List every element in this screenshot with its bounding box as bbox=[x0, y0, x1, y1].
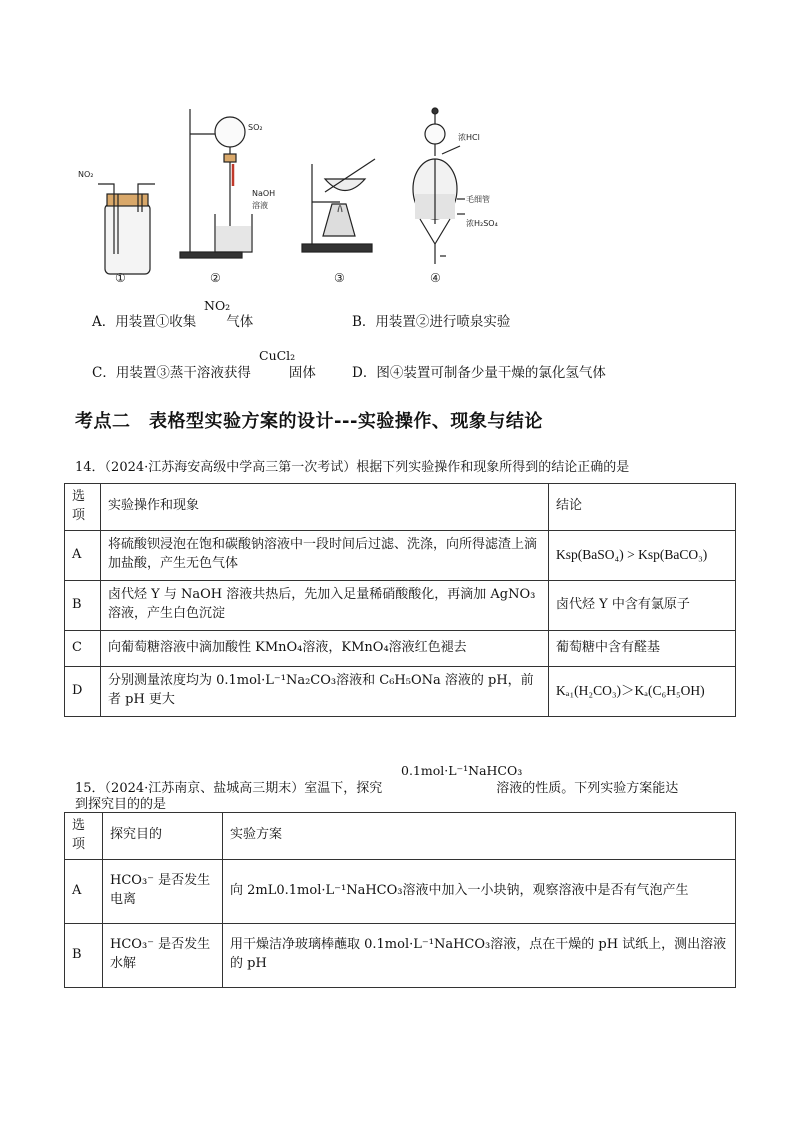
header-option: 选项 bbox=[65, 813, 103, 860]
q15-table bbox=[64, 812, 736, 988]
apparatus-4 bbox=[413, 108, 465, 264]
apparatus-diagram bbox=[70, 104, 590, 286]
row-option: B bbox=[65, 923, 103, 987]
section-title: 考点二 表格型实验方案的设计---实验操作、现象与结论 bbox=[75, 411, 543, 432]
q13-option-a-chem: NO₂ bbox=[204, 298, 231, 313]
q14-stem: 14．（2024·江苏海安高级中学高三第一次考试）根据下列实验操作和现象所得到的结论正确的是 bbox=[75, 460, 630, 475]
row-operation: 卤代烃 Y 与 NaOH 溶液共热后，先加入足量稀硝酸酸化，再滴加 AgNO₃溶液，产生白色沉淀 bbox=[101, 580, 549, 630]
q13-option-d: D．图④装置可制备少量干燥的氯化氢气体 bbox=[352, 365, 606, 381]
row-operation: 向葡萄糖溶液中滴加酸性 KMnO₄溶液，KMnO₄溶液红色褪去 bbox=[101, 630, 549, 666]
row-goal: HCO₃⁻ 是否发生水解 bbox=[103, 923, 223, 987]
row-conclusion: Kₐ₁(H₂CO₃)＞Kₐ(C₆H₅OH) bbox=[549, 666, 736, 716]
row-conclusion: 葡萄糖中含有醛基 bbox=[549, 630, 736, 666]
caption-3: ③ bbox=[334, 271, 345, 285]
q15-stem-suffix: 溶液的性质。下列实验方案能达 bbox=[496, 781, 679, 796]
label-conc-hcl: 浓HCl bbox=[458, 133, 480, 142]
header-option: 选项 bbox=[65, 484, 101, 531]
header-operation: 实验操作和现象 bbox=[101, 484, 549, 531]
label-capillary: 毛细管 bbox=[466, 195, 490, 204]
q13-option-c bbox=[92, 361, 316, 381]
q13-option-b: B．用装置②进行喷泉实验 bbox=[352, 314, 511, 330]
apparatus-3 bbox=[302, 159, 375, 252]
label-naoh: NaOH bbox=[252, 189, 276, 198]
header-plan: 实验方案 bbox=[223, 813, 736, 860]
q13-option-c-chem: CuCl₂ bbox=[259, 348, 296, 363]
row-operation: 将硫酸钡浸泡在饱和碳酸钠溶液中一段时间后过滤、洗涤，向所得滤渣上滴加盐酸，产生无色气体 bbox=[101, 530, 549, 580]
row-operation: 分别测量浓度均为 0.1mol·L⁻¹Na₂CO₃溶液和 C₆H₅ONa 溶液的 pH，前者 pH 更大 bbox=[101, 666, 549, 716]
q15-stem-chem: 0.1mol·L⁻¹NaHCO₃ bbox=[401, 763, 523, 778]
header-conclusion: 结论 bbox=[549, 484, 736, 531]
row-plan: 向 2mL0.1mol·L⁻¹NaHCO₃溶液中加入一小块钠，观察溶液中是否有气泡产生 bbox=[223, 859, 736, 923]
row-goal: HCO₃⁻ 是否发生电离 bbox=[103, 859, 223, 923]
row-option: A bbox=[65, 530, 101, 580]
table-row bbox=[65, 666, 736, 716]
header-goal: 探究目的 bbox=[103, 813, 223, 860]
row-conclusion: 卤代烃 Y 中含有氯原子 bbox=[549, 580, 736, 630]
caption-2: ② bbox=[210, 271, 221, 285]
table-row bbox=[65, 580, 736, 630]
row-option: B bbox=[65, 580, 101, 630]
row-option: A bbox=[65, 859, 103, 923]
row-option: C bbox=[65, 630, 101, 666]
q13-option-a bbox=[92, 310, 253, 330]
table-header-row bbox=[65, 813, 736, 860]
table-row bbox=[65, 530, 736, 580]
label-so2: SO₂ bbox=[248, 123, 263, 132]
q14-table bbox=[64, 483, 736, 717]
q13-option-c-prefix: C．用装置③蒸干溶液获得 bbox=[92, 365, 251, 381]
apparatus-figure bbox=[70, 104, 590, 286]
caption-4: ④ bbox=[430, 271, 441, 285]
q15-stem-prefix: 15．（2024·江苏南京、盐城高三期末）室温下，探究 bbox=[75, 781, 383, 796]
table-row bbox=[65, 923, 736, 987]
apparatus-1 bbox=[98, 184, 155, 274]
q15-stem-line2: 到探究目的的是 bbox=[75, 797, 167, 812]
row-conclusion: Ksp(BaSO₄) > Ksp(BaCO₃) bbox=[549, 530, 736, 580]
row-option: D bbox=[65, 666, 101, 716]
label-no2: NO₂ bbox=[78, 170, 94, 179]
table-header-row bbox=[65, 484, 736, 531]
label-conc-h2so4: 浓H₂SO₄ bbox=[466, 219, 498, 228]
label-solution: 溶液 bbox=[252, 201, 268, 210]
caption-1: ① bbox=[115, 271, 126, 285]
q13-option-c-suffix: 固体 bbox=[288, 365, 316, 381]
table-row bbox=[65, 630, 736, 666]
q13-option-a-suffix: 气体 bbox=[226, 314, 254, 330]
table-row bbox=[65, 859, 736, 923]
apparatus-2 bbox=[180, 109, 252, 258]
row-plan: 用干燥洁净玻璃棒蘸取 0.1mol·L⁻¹NaHCO₃溶液，点在干燥的 pH 试纸上，测出溶液的 pH bbox=[223, 923, 736, 987]
q13-option-a-prefix: A．用装置①收集 bbox=[92, 314, 197, 330]
